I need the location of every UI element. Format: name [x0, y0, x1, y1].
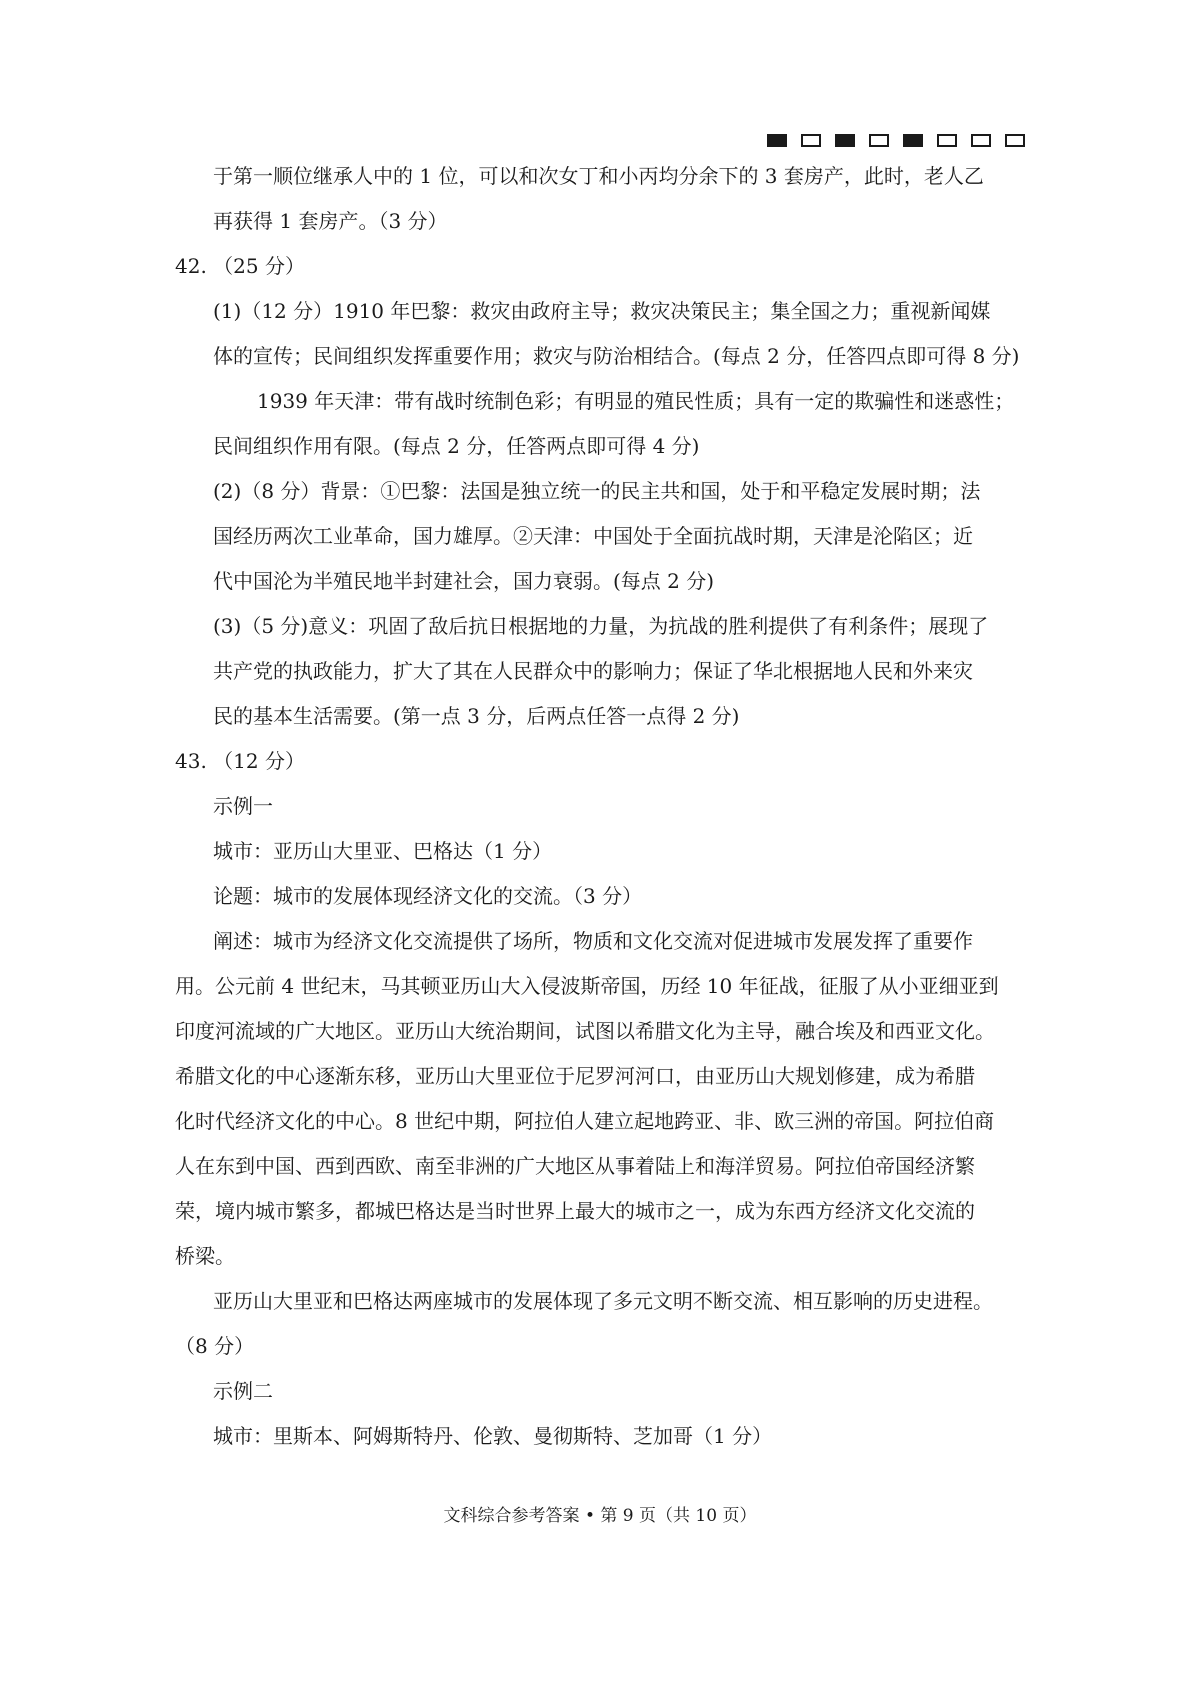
answer-text	[175, 162, 1040, 1467]
empty-box-mark	[801, 134, 821, 147]
text-line: 代中国沦为半殖民地半封建社会，国力衰弱。(每点 2 分)	[213, 569, 715, 593]
text-line: 42. （25 分）	[175, 254, 305, 278]
answer-sheet-marks	[767, 134, 1025, 147]
empty-box-mark	[937, 134, 957, 147]
text-line: 43. （12 分）	[175, 749, 305, 773]
filled-box-mark	[903, 134, 923, 147]
text-line: 民的基本生活需要。(第一点 3 分，后两点任答一点得 2 分)	[213, 704, 740, 728]
empty-box-mark	[971, 134, 991, 147]
text-line: 桥梁。	[175, 1244, 235, 1268]
empty-box-mark	[869, 134, 889, 147]
text-line: 荣，境内城市繁多，都城巴格达是当时世界上最大的城市之一，成为东西方经济文化交流的	[175, 1199, 975, 1223]
text-line: (2)（8 分）背景：①巴黎：法国是独立统一的民主共和国，处于和平稳定发展时期；法	[213, 479, 981, 503]
text-line: 民间组织作用有限。(每点 2 分，任答两点即可得 4 分)	[213, 434, 700, 458]
text-line: 示例一	[213, 794, 273, 818]
text-line: 希腊文化的中心逐渐东移，亚历山大里亚位于尼罗河河口，由亚历山大规划修建，成为希腊	[175, 1064, 975, 1088]
text-line: (1)（12 分）1910 年巴黎：救灾由政府主导；救灾决策民主；集全国之力；重视新闻媒	[213, 299, 991, 323]
text-line: (3)（5 分)意义：巩固了敌后抗日根据地的力量，为抗战的胜利提供了有利条件；展现了	[213, 614, 989, 638]
text-line: 于第一顺位继承人中的 1 位，可以和次女丁和小丙均分余下的 3 套房产，此时，老人乙	[213, 164, 984, 188]
text-line: 国经历两次工业革命，国力雄厚。②天津：中国处于全面抗战时期，天津是沦陷区；近	[213, 524, 973, 548]
text-line: 亚历山大里亚和巴格达两座城市的发展体现了多元文明不断交流、相互影响的历史进程。	[213, 1289, 993, 1313]
text-line: 体的宣传；民间组织发挥重要作用；救灾与防治相结合。(每点 2 分，任答四点即可得 8 分)	[213, 344, 1020, 368]
text-line: 城市：亚历山大里亚、巴格达（1 分）	[213, 839, 553, 863]
page-footer: 文科综合参考答案 • 第 9 页（共 10 页）	[443, 1506, 757, 1526]
text-line: 城市：里斯本、阿姆斯特丹、伦敦、曼彻斯特、芝加哥（1 分）	[213, 1424, 773, 1448]
text-line: 印度河流域的广大地区。亚历山大统治期间，试图以希腊文化为主导，融合埃及和西亚文化。	[175, 1019, 995, 1043]
text-line: 1939 年天津：带有战时统制色彩；有明显的殖民性质；具有一定的欺骗性和迷惑性；	[257, 389, 1015, 413]
text-line: （8 分）	[175, 1334, 255, 1358]
text-line: 示例二	[213, 1379, 273, 1403]
text-line: 化时代经济文化的中心。8 世纪中期，阿拉伯人建立起地跨亚、非、欧三洲的帝国。阿拉伯商	[175, 1109, 995, 1133]
filled-box-mark	[767, 134, 787, 147]
text-line: 再获得 1 套房产。（3 分）	[213, 209, 448, 233]
filled-box-mark	[835, 134, 855, 147]
empty-box-mark	[1005, 134, 1025, 147]
text-line: 共产党的执政能力，扩大了其在人民群众中的影响力；保证了华北根据地人民和外来灾	[213, 659, 973, 683]
text-line: 阐述：城市为经济文化交流提供了场所，物质和文化交流对促进城市发展发挥了重要作	[213, 929, 973, 953]
text-line: 人在东到中国、西到西欧、南至非洲的广大地区从事着陆上和海洋贸易。阿拉伯帝国经济繁	[175, 1154, 975, 1178]
text-line: 论题：城市的发展体现经济文化的交流。（3 分）	[213, 884, 643, 908]
text-line: 用。公元前 4 世纪末，马其顿亚历山大入侵波斯帝国，历经 10 年征战，征服了从小亚细亚到	[175, 974, 999, 998]
